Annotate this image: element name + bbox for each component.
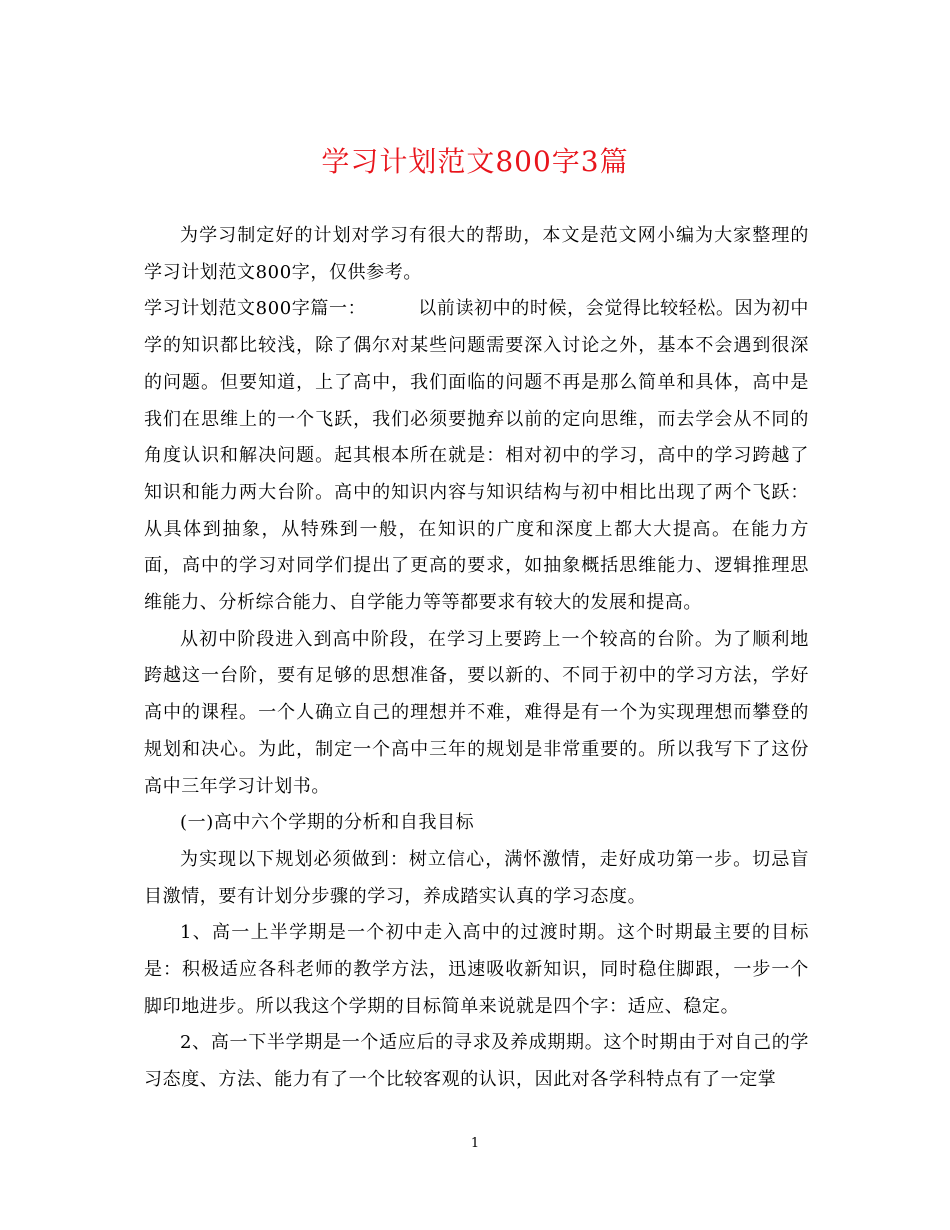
subheading-1: (一)高中六个学期的分析和自我目标 (180, 812, 475, 834)
section1-text: 以前读初中的时候，会觉得比较轻松。因为初中学的知识都比较浅，除了偶尔对某些问题需要深入讨论之外，基本不会遇到很深的问题。但要知道，上了高中，我们面临的问题不再是那么简单和具体，高中是我们在思维上的一个飞跃，我们必须要抛弃以前的定向思维，而去学会从不同的角度认识和解决问题。起其根本所在就是：相对初中的学习，高中的学习跨越了知识和能力两大台阶。高中的知识内容与知识结构与初中相比出现了两个飞跃：从具体到抽象，从特殊到一般，在知识的广度和深度上都大大提高。在能力方面，高中的学习对同学们提出了更高的要求，如抽象概括思维能力、逻辑推理思维能力、分析综合能力、自学能力等等都要求有较大的发展和提高。 (144, 298, 810, 614)
document-title: 学习计划范文800字3篇 (321, 145, 629, 178)
section1-paragraph (144, 291, 809, 621)
section1-heading: 学习计划范文800字篇一： (144, 298, 367, 320)
intro-paragraph: 为学习制定好的计划对学习有很大的帮助，本文是范文网小编为大家整理的学习计划范文800字，仅供参考。 (144, 225, 809, 283)
page-number: 1 (470, 1136, 480, 1151)
list-item-1: 1、高一上半学期是一个初中走入高中的过渡时期。这个时期最主要的目标是：积极适应各科老师的教学方法，迅速吸收新知识，同时稳住脚跟，一步一个脚印地进步。所以我这个学期的目标简单来说就是四个字：适应、稳定。 (144, 922, 809, 1017)
document-body (144, 218, 809, 1099)
paragraph-2: 从初中阶段进入到高中阶段，在学习上要跨上一个较高的台阶。为了顺利地跨越这一台阶，要有足够的思想准备，要以新的、不同于初中的学习方法，学好高中的课程。一个人确立自己的理想并不难，难得是有一个为实现理想而攀登的规划和决心。为此，制定一个高中三年的规划是非常重要的。所以我写下了这份高中三年学习计划书。 (144, 628, 809, 797)
paragraph-3: 为实现以下规划必须做到：树立信心，满怀激情，走好成功第一步。切忌盲目激情，要有计划分步骤的学习，养成踏实认真的学习态度。 (144, 848, 809, 907)
list-item-2: 2、高一下半学期是一个适应后的寻求及养成期期。这个时期由于对自己的学习态度、方法、能力有了一个比较客观的认识，因此对各学科特点有了一定掌 (144, 1032, 809, 1091)
